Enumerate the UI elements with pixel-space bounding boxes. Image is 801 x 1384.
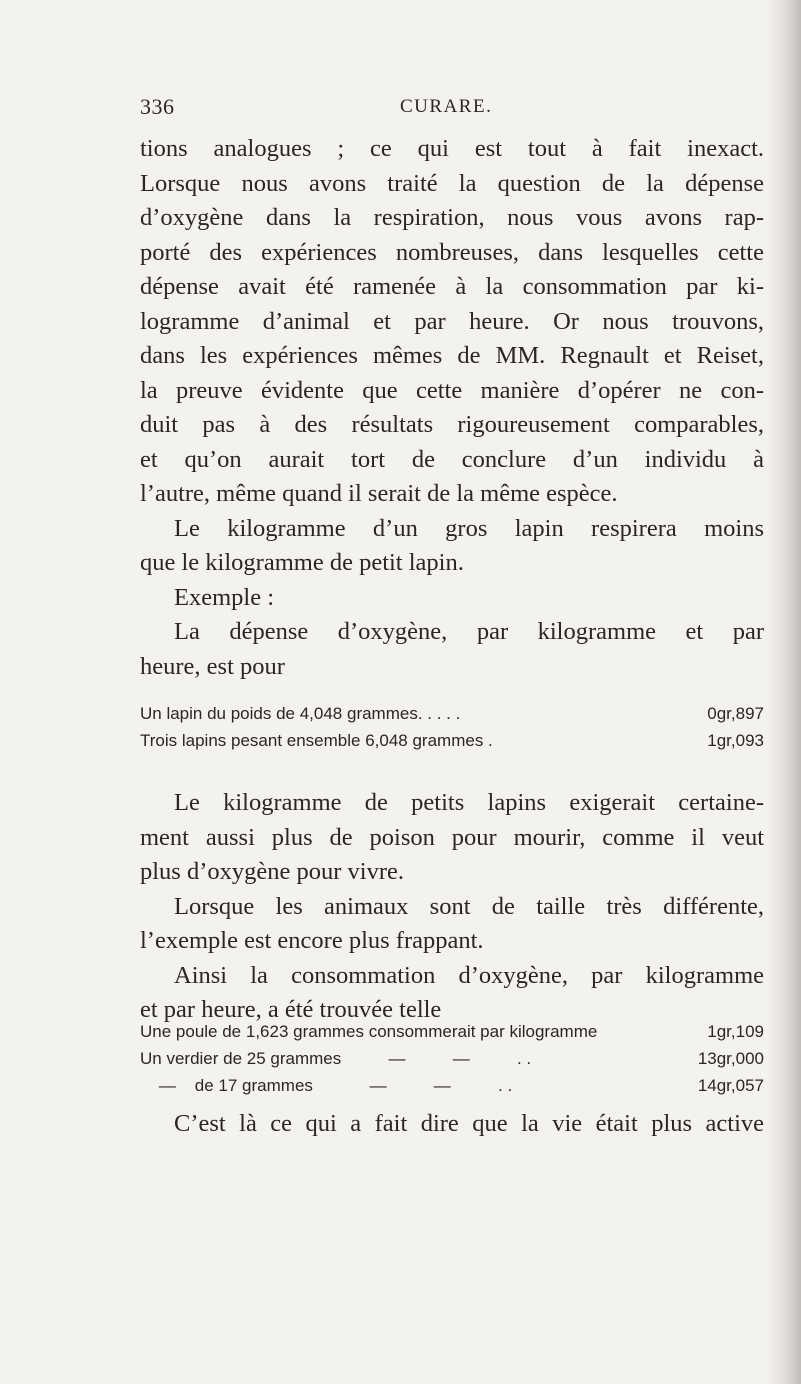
text-line: porté des expériences nombreuses, dans lesquelles cette — [140, 238, 764, 266]
text-line: duit pas à des résultats rigoureusement comparables, — [140, 411, 764, 438]
page-edge-shadow — [767, 0, 801, 1384]
row-label: Une poule de 1,623 grammes consommerait par kilogramme — [140, 1022, 598, 1041]
text-line: Ainsi la consommation d’oxygène, par kilogramme — [174, 961, 764, 989]
table-row — [140, 727, 764, 754]
text-line: et qu’on aurait tort de conclure d’un individu à — [140, 445, 764, 473]
page-number: 336 — [140, 94, 175, 119]
row-label: Trois lapins pesant ensemble 6,048 grammes . — [140, 731, 493, 750]
table-row — [140, 1072, 764, 1099]
text-line: dépense avait été ramenée à la consommation par ki- — [140, 273, 764, 300]
running-head: CURARE. — [400, 96, 493, 117]
bird-oxygen-table — [140, 1018, 764, 1099]
text-line: plus d’oxygène pour vivre. — [140, 858, 404, 885]
row-value: 13gr,000 — [697, 1049, 764, 1068]
text-line: C’est là ce qui a fait dire que la vie était plus active — [174, 1110, 764, 1137]
row-value: 1gr,109 — [707, 1022, 764, 1041]
text-line: tions analogues ; ce qui est tout à fait inexact. — [140, 135, 764, 162]
body-text-closing — [140, 1107, 764, 1142]
exemple-label: Exemple : — [174, 583, 275, 611]
page-header — [140, 94, 760, 124]
body-text-middle — [140, 786, 764, 1028]
text-line: logramme d’animal et par heure. Or nous trouvons, — [140, 307, 764, 335]
text-line: l’autre, même quand il serait de la même espèce. — [140, 480, 618, 507]
text-line: l’exemple est encore plus frappant. — [140, 927, 484, 954]
text-line: Lorsque les animaux sont de taille très différente, — [174, 892, 764, 920]
text-line: La dépense d’oxygène, par kilogramme et par — [174, 618, 764, 645]
text-line: Le kilogramme d’un gros lapin respirera moins — [174, 514, 764, 542]
text-line: et par heure, a été trouvée telle — [140, 996, 442, 1023]
text-line: Le kilogramme de petits lapins exigerait certaine- — [174, 789, 764, 816]
table-row — [140, 700, 764, 727]
body-text-upper — [140, 132, 764, 684]
row-label: Un lapin du poids de 4,048 grammes. . . . . — [140, 704, 461, 723]
text-line: ment aussi plus de poison pour mourir, comme il veut — [140, 823, 764, 851]
text-line: d’oxygène dans la respiration, nous vous avons rap- — [140, 204, 764, 231]
text-line: Lorsque nous avons traité la question de la dépense — [140, 169, 764, 197]
row-value: 1gr,093 — [707, 731, 764, 750]
row-value: 14gr,057 — [697, 1076, 764, 1095]
text-line: heure, est pour — [140, 652, 285, 680]
row-label: — de 17 grammes — — . . — [140, 1076, 513, 1095]
text-line: dans les expériences mêmes de MM. Regnault et Reiset, — [140, 342, 764, 369]
text-line: la preuve évidente que cette manière d’opérer ne con- — [140, 376, 764, 404]
table-row — [140, 1045, 764, 1072]
text-line: que le kilogramme de petit lapin. — [140, 549, 464, 576]
row-label: Un verdier de 25 grammes — — . . — [140, 1049, 532, 1068]
table-row — [140, 1018, 764, 1045]
rabbit-oxygen-table — [140, 700, 764, 754]
row-value: 0gr,897 — [707, 704, 764, 723]
